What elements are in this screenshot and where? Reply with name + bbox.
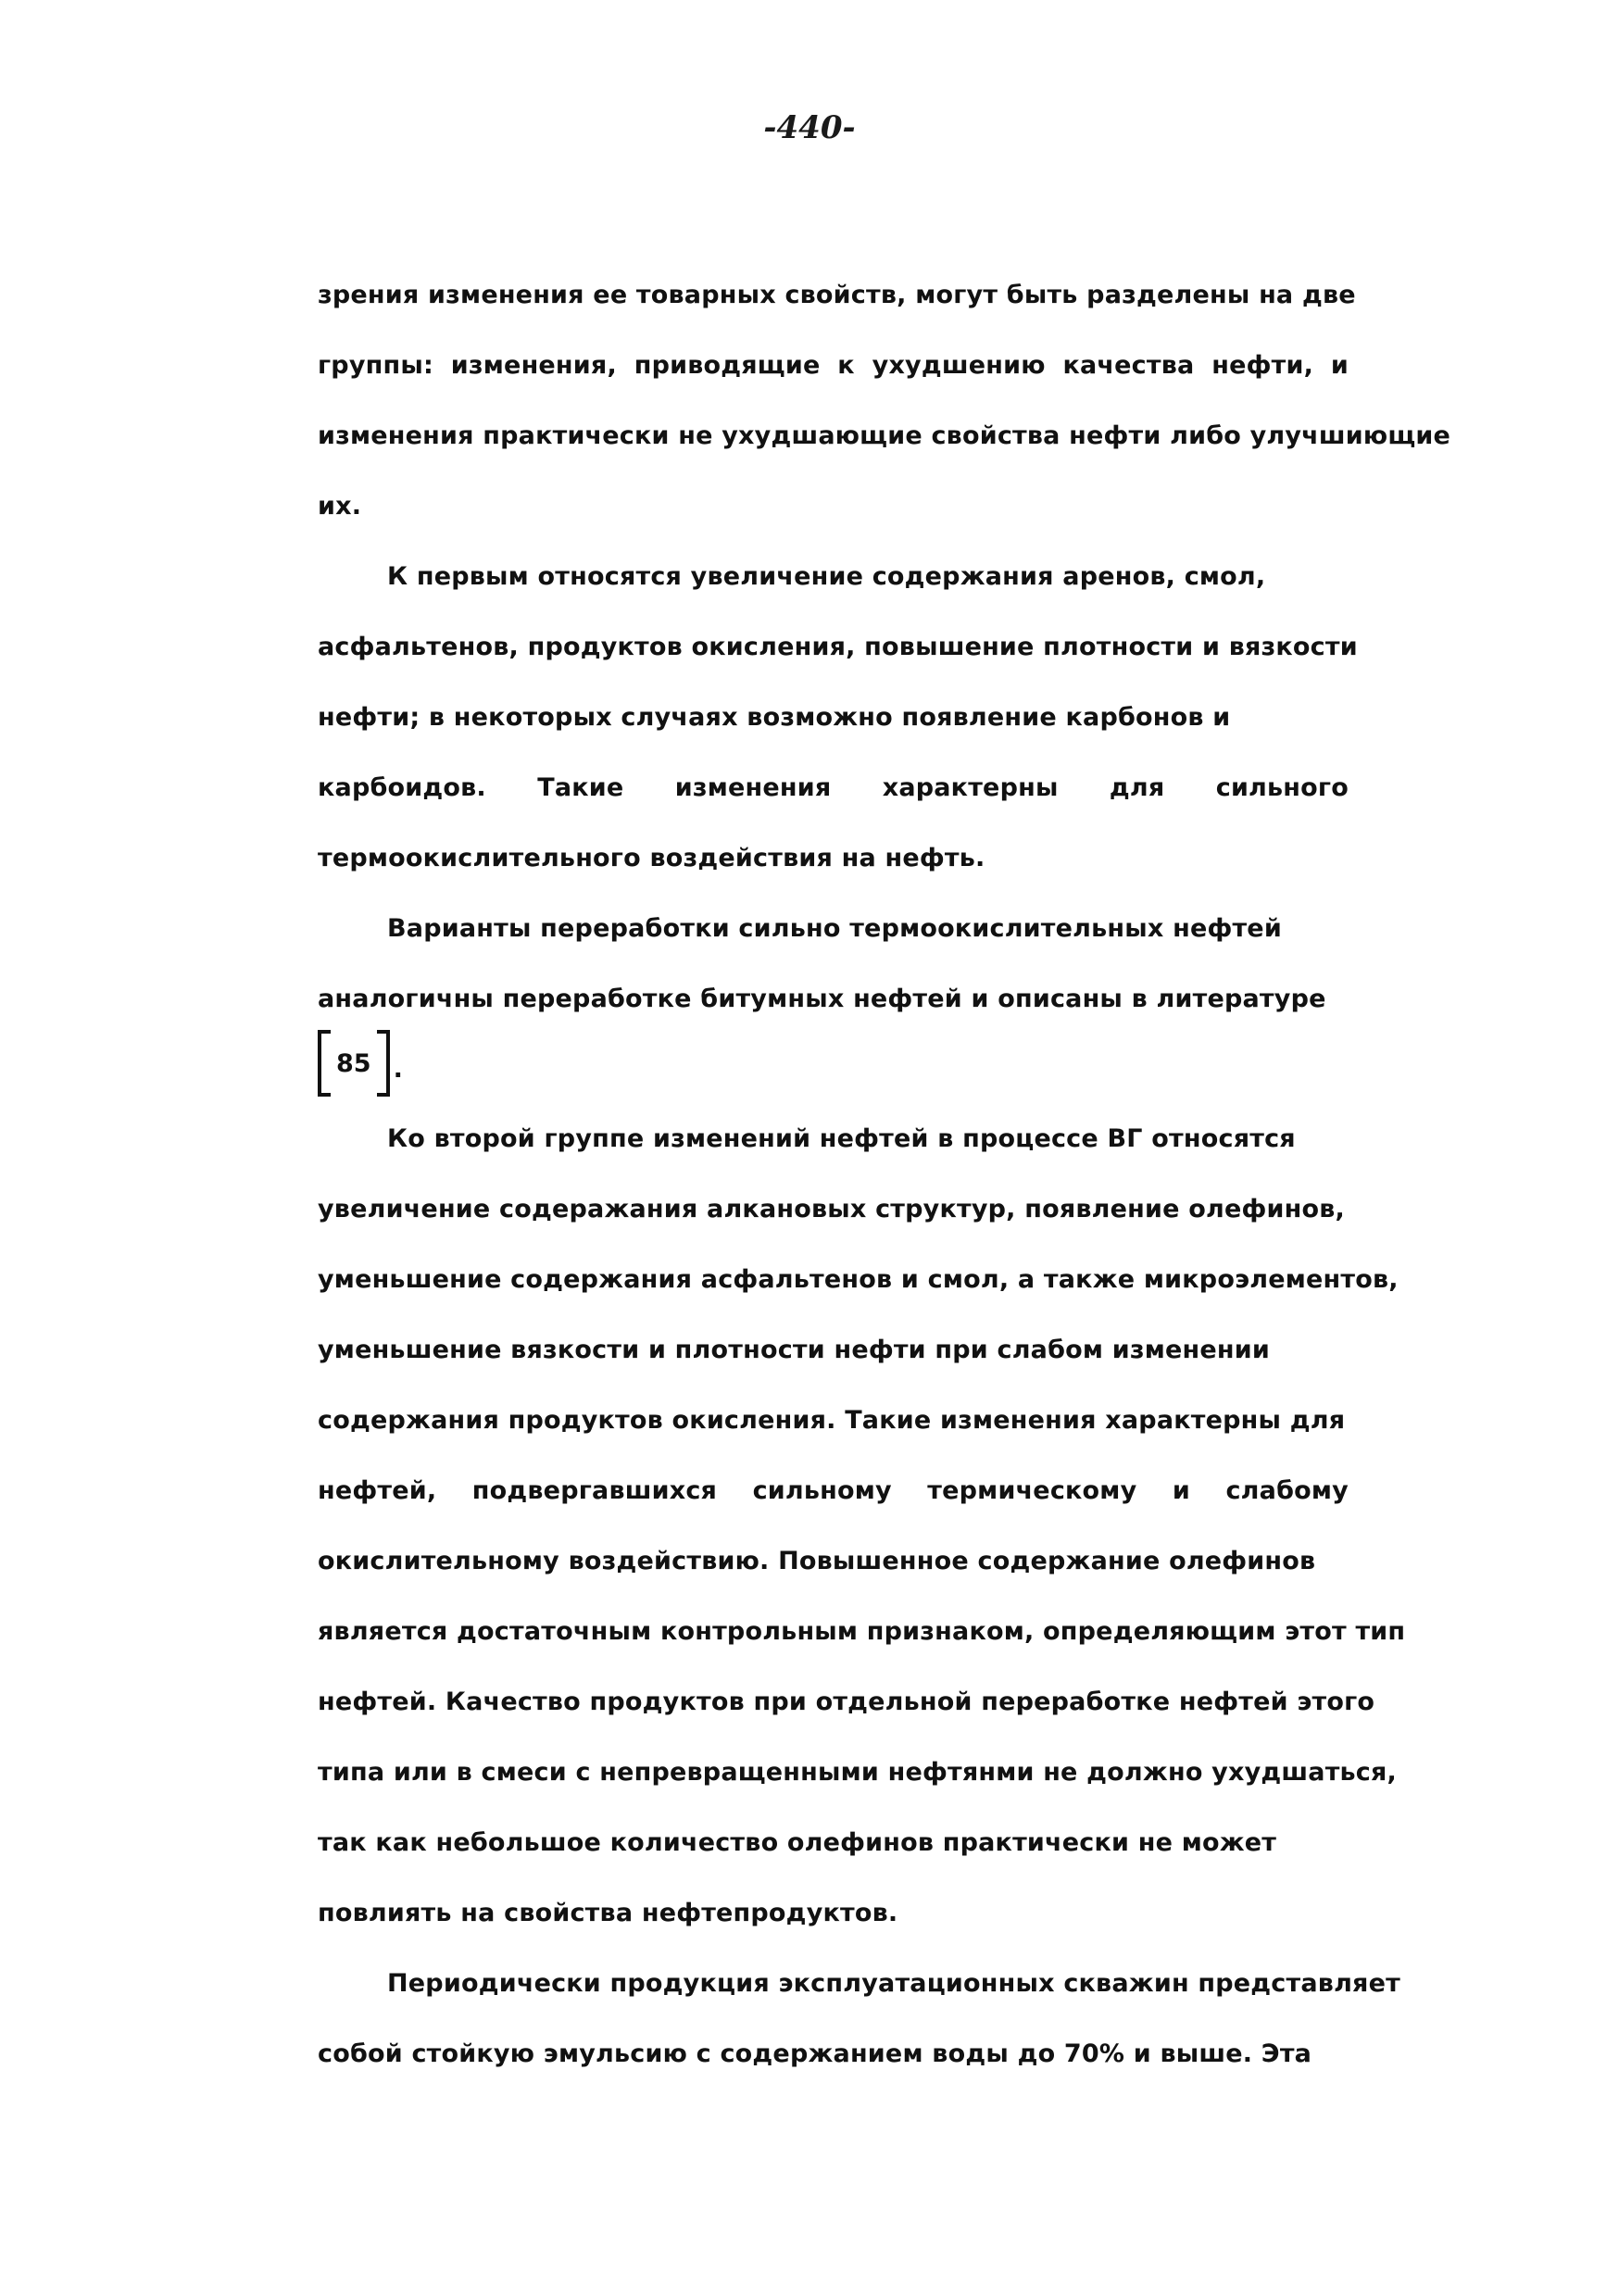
p4-line-7: окислительному воздействию. Повышенное содержание олефинов	[318, 1547, 1316, 1575]
p2-line-3: нефти; в некоторых случаях возможно появление карбонов и	[318, 703, 1231, 732]
citation-reference	[318, 1030, 403, 1097]
p2-line-4	[318, 775, 1349, 800]
word: и	[1330, 351, 1349, 380]
word: Такие	[537, 773, 624, 802]
p1-line-3: изменения практически не ухудшающие свойства нефти либо улучшиющие	[318, 421, 1451, 450]
citation-number: 85	[336, 1048, 371, 1078]
word: группы:	[318, 351, 433, 380]
p4-line-5: содержания продуктов окисления. Такие изменения характерны для	[318, 1406, 1346, 1435]
p1-line-4: их.	[318, 492, 362, 521]
p4-line-12: повлиять на свойства нефтепродуктов.	[318, 1899, 898, 1927]
citation-punct: .	[393, 1055, 403, 1084]
p4-line-3: уменьшение содержания асфальтенов и смол, а также микроэлементов,	[318, 1265, 1399, 1294]
p4-line-11: так как небольшое количество олефинов практически не может	[318, 1828, 1277, 1857]
word: сильному	[752, 1476, 892, 1505]
word: карбоидов.	[318, 773, 486, 802]
right-bracket	[377, 1030, 390, 1097]
p5-line-1: Периодически продукция эксплуатационных скважин представляет	[387, 1969, 1400, 1998]
p3-line-1: Варианты переработки сильно термоокислительных нефтей	[387, 914, 1282, 943]
word: подвергавшихся	[471, 1476, 718, 1505]
p5-line-2: собой стойкую эмульсию с содержанием воды до 70% и выше. Эта	[318, 2039, 1312, 2068]
word: нефтей,	[318, 1476, 437, 1505]
word: и	[1172, 1476, 1190, 1505]
p2-line-1: К первым относятся увеличение содержания аренов, смол,	[387, 562, 1266, 591]
word: слабому	[1225, 1476, 1349, 1505]
word: приводящие	[634, 351, 821, 380]
word: нефти,	[1211, 351, 1314, 380]
word: характерны	[882, 773, 1059, 802]
word: сильного	[1215, 773, 1349, 802]
p4-line-6	[318, 1478, 1349, 1503]
p4-line-10: типа или в смеси с непревращенными нефтянми не должно ухудшаться,	[318, 1758, 1398, 1787]
p4-line-2: увеличение содеражания алкановых структур, появление олефинов,	[318, 1195, 1345, 1223]
p2-line-5: термоокислительного воздействия на нефть.	[318, 844, 985, 872]
p1-line-2	[318, 353, 1349, 378]
word: термическому	[927, 1476, 1137, 1505]
p3-line-2: аналогичны переработке битумных нефтей и описаны в литературе	[318, 985, 1326, 1013]
p4-line-4: уменьшение вязкости и плотности нефти при слабом изменении	[318, 1336, 1271, 1364]
word: ухудшению	[872, 351, 1046, 380]
page-number: -440-	[763, 109, 856, 146]
word: изменения,	[450, 351, 617, 380]
p4-line-1: Ко второй группе изменений нефтей в процессе ВГ относятся	[387, 1124, 1296, 1153]
word: качества	[1062, 351, 1195, 380]
word: к	[837, 351, 855, 380]
p1-line-1: зрения изменения ее товарных свойств, могут быть разделены на две	[318, 281, 1356, 309]
word: для	[1109, 773, 1165, 802]
p2-line-2: асфальтенов, продуктов окисления, повышение плотности и вязкости	[318, 633, 1358, 661]
word: изменения	[674, 773, 832, 802]
left-bracket	[318, 1030, 331, 1097]
p4-line-9: нефтей. Качество продуктов при отдельной переработке нефтей этого	[318, 1687, 1375, 1716]
p4-line-8: является достаточным контрольным признаком, определяющим этот тип	[318, 1617, 1406, 1646]
